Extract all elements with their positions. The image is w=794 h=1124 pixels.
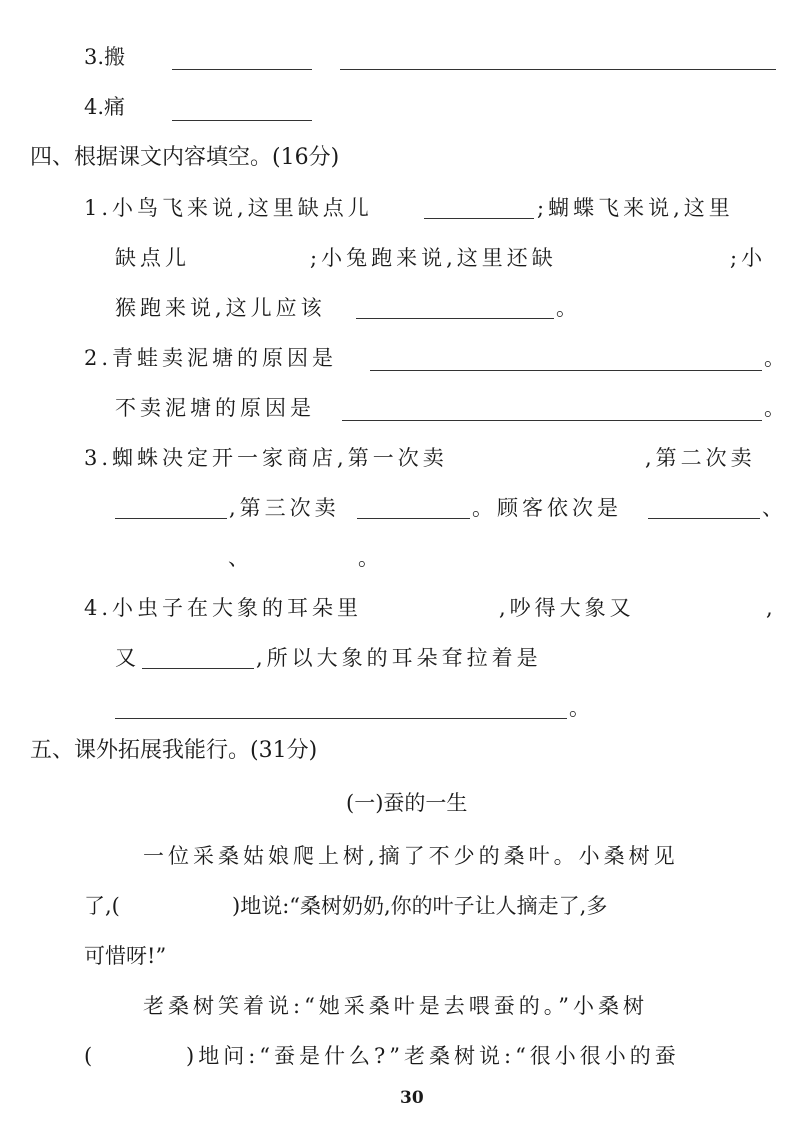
item-3-blank-b[interactable] — [340, 69, 776, 70]
q3-line3-text-a: 、 — [228, 546, 249, 570]
q4-line1-text-b: ,吵得大象又 — [499, 596, 635, 620]
q4-blank-3[interactable] — [142, 668, 254, 669]
passage-p1-line1: 一位采桑姑娘爬上树,摘了不少的桑叶。小桑树见 — [143, 844, 679, 868]
q2-line1-text: 2.青蛙卖泥塘的原因是 — [84, 346, 338, 370]
q1-line1-text-a: 1.小鸟飞来说,这里缺点儿 — [84, 196, 373, 220]
q1-blank-4[interactable] — [356, 318, 554, 319]
q3-line1-text-b: ,第二次卖 — [645, 446, 756, 470]
passage-p1-line2-b: )地说:“桑树奶奶,你的叶子让人摘走了,多 — [232, 894, 608, 918]
item-3-label: 3.搬 — [84, 45, 126, 69]
passage-p1-line3: 可惜呀!” — [84, 944, 167, 968]
q1-line2-text-b: ;小兔跑来说,这里还缺 — [310, 246, 557, 270]
q3-line1-text-a: 3.蜘蛛决定开一家商店,第一次卖 — [84, 446, 448, 470]
q2-line1-end: 。 — [764, 346, 785, 370]
section-5-heading: 五、课外拓展我能行。(31分) — [30, 738, 318, 763]
q1-line2-text-a: 缺点儿 — [115, 246, 190, 270]
q4-blank-4[interactable] — [115, 718, 567, 719]
q1-line2-text-c: ;小 — [730, 246, 767, 270]
page-number: 30 — [400, 1088, 424, 1108]
q1-line3-end: 。 — [556, 296, 577, 320]
q3-blank-2[interactable] — [115, 518, 227, 519]
q4-line1-text-c: , — [766, 596, 773, 620]
q4-line3-end: 。 — [569, 696, 590, 720]
item-4-blank-a[interactable] — [172, 120, 312, 121]
q4-line2-text-a: 又 — [115, 646, 136, 670]
passage-title: (一)蚕的一生 — [346, 791, 468, 815]
q4-line1-text-a: 4.小虫子在大象的耳朵里 — [84, 596, 363, 620]
q3-line2-text-b: 。顾客依次是 — [472, 496, 622, 520]
passage-p1-line2-a: 了,( — [84, 894, 120, 918]
q3-blank-3[interactable] — [357, 518, 470, 519]
q2-line2-end: 。 — [764, 396, 785, 420]
q3-line2-text-a: ,第三次卖 — [229, 496, 340, 520]
q2-blank-2[interactable] — [342, 420, 762, 421]
q1-line1-text-b: ;蝴蝶飞来说,这里 — [537, 196, 734, 220]
passage-p2-line2-a: ( — [84, 1044, 93, 1068]
item-4-label: 4.痛 — [84, 95, 126, 119]
q3-blank-4[interactable] — [648, 518, 760, 519]
q4-line2-text-b: ,所以大象的耳朵耷拉着是 — [256, 646, 542, 670]
passage-p2-line2-b: )地问:“蚕是什么?”老桑树说:“很小很小的蚕 — [186, 1044, 680, 1068]
q2-blank-1[interactable] — [370, 370, 762, 371]
q1-line3-text-a: 猴跑来说,这儿应该 — [115, 296, 326, 320]
item-3-blank-a[interactable] — [172, 69, 312, 70]
q3-line3-end: 。 — [358, 546, 379, 570]
q3-line2-text-c: 、 — [762, 496, 783, 520]
q1-blank-1[interactable] — [424, 218, 534, 219]
passage-p2-line1: 老桑树笑着说:“她采桑叶是去喂蚕的。”小桑树 — [143, 994, 649, 1018]
section-4-heading: 四、根据课文内容填空。(16分) — [30, 145, 340, 170]
q2-line2-text: 不卖泥塘的原因是 — [115, 396, 315, 420]
